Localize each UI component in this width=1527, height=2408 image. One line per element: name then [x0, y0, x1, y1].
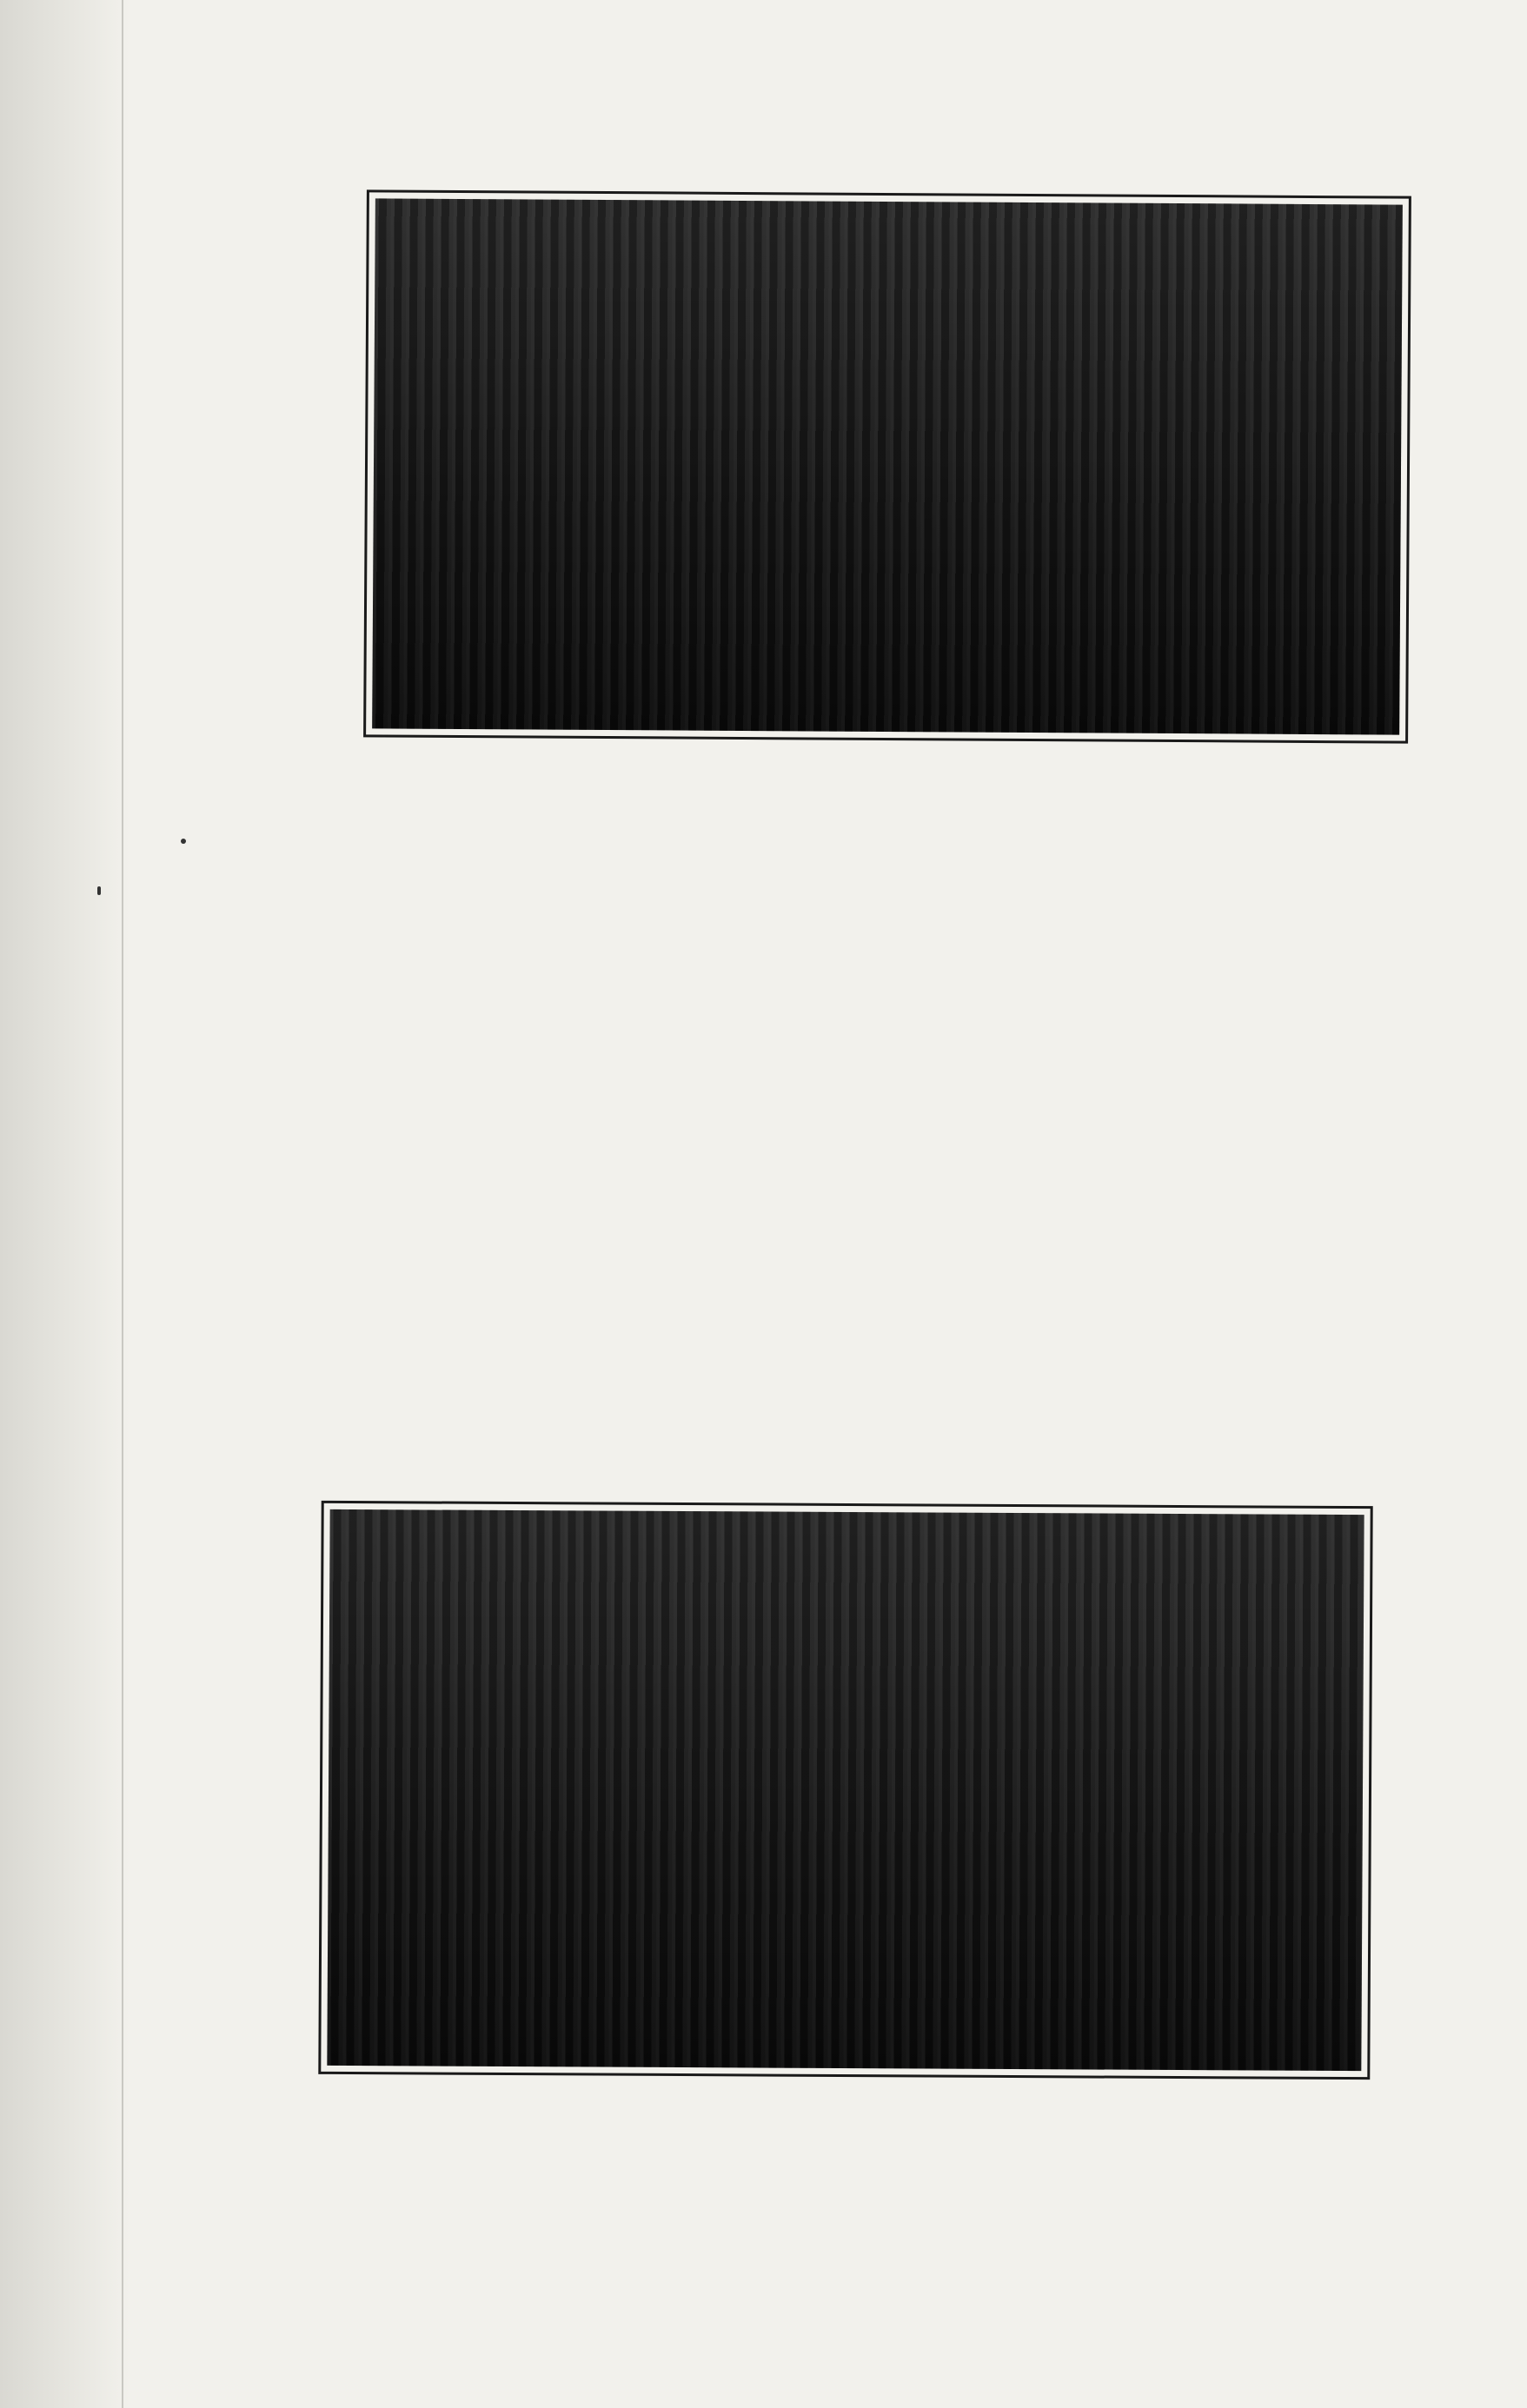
print-speck: [97, 886, 101, 895]
church-council-photo-image: [372, 198, 1403, 734]
binding-edge: [122, 0, 123, 2408]
page-gutter-shadow: [0, 0, 130, 2408]
sunday-school-staff-photo: [318, 1501, 1372, 2080]
church-council-photo: [363, 189, 1411, 743]
print-speck: [181, 839, 186, 844]
sunday-school-staff-photo-image: [327, 1509, 1364, 2071]
